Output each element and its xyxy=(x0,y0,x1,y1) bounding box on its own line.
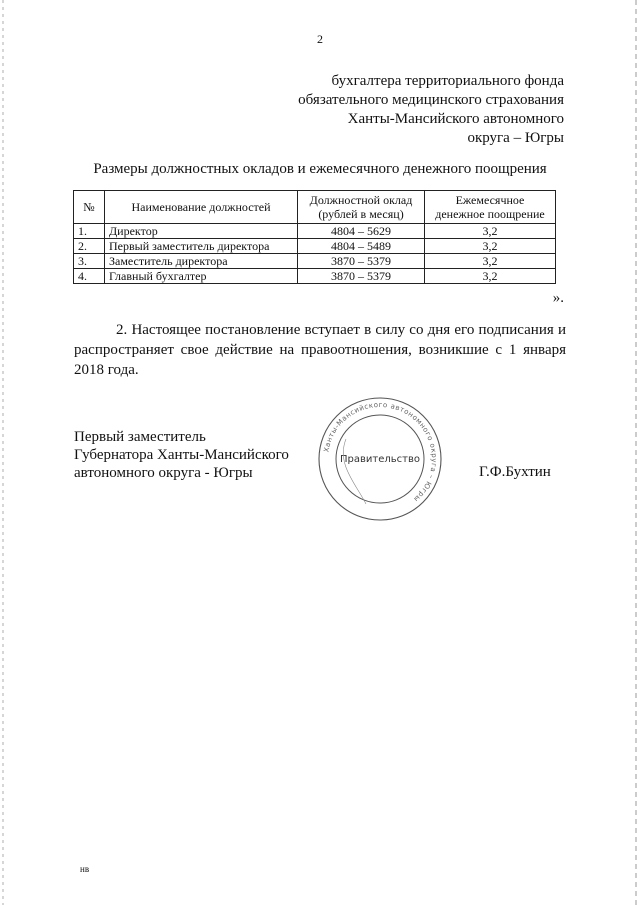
header-position: Наименование должностей xyxy=(105,191,298,224)
signer-line: автономного округа - Югры xyxy=(74,465,253,481)
closing-quote: ». xyxy=(552,290,564,306)
cell-bonus: 3,2 xyxy=(425,269,556,284)
signer-name: Г.Ф.Бухтин xyxy=(479,464,551,480)
cell-num: 3. xyxy=(74,254,105,269)
table-row xyxy=(74,224,556,239)
body-paragraph: 2. Настоящее постановление вступает в силу со дня его подписания и распространяет свое действие на правоотношения, возникшие с 1 января 2018 года. xyxy=(74,322,566,378)
seal-center-text: Правительство xyxy=(340,454,420,465)
scan-edge-left xyxy=(2,0,4,905)
table-row xyxy=(74,269,556,284)
table-header-row xyxy=(74,191,556,224)
signer-line: Первый заместитель xyxy=(74,429,206,445)
table-row xyxy=(74,239,556,254)
cell-position: Первый заместитель директора xyxy=(105,239,298,254)
salary-table xyxy=(73,190,556,284)
page-number: 2 xyxy=(317,32,323,46)
cell-num: 1. xyxy=(74,224,105,239)
cell-position: Заместитель директора xyxy=(105,254,298,269)
cell-num: 2. xyxy=(74,239,105,254)
header-salary-line2: (рублей в месяц) xyxy=(318,207,404,221)
table-row xyxy=(74,254,556,269)
addressee-line: обязательного медицинского страхования xyxy=(298,92,564,108)
header-bonus xyxy=(425,191,556,224)
addressee-line: Ханты-Мансийского автономного xyxy=(347,111,564,127)
cell-salary: 3870 – 5379 xyxy=(298,269,425,284)
cell-salary: 4804 – 5629 xyxy=(298,224,425,239)
addressee-line: округа – Югры xyxy=(467,130,564,146)
cell-salary: 4804 – 5489 xyxy=(298,239,425,254)
signer-title-block xyxy=(74,428,289,482)
signature-stroke xyxy=(343,439,366,504)
table-title: Размеры должностных окладов и ежемесячного денежного поощрения xyxy=(93,161,547,177)
official-seal xyxy=(316,394,444,524)
cell-bonus: 3,2 xyxy=(425,224,556,239)
addressee-line: бухгалтера территориального фонда xyxy=(331,73,564,89)
header-salary-line1: Должностной оклад xyxy=(309,193,413,207)
signer-line: Губернатора Ханты-Мансийского xyxy=(74,447,289,463)
header-salary xyxy=(298,191,425,224)
cell-salary: 3870 – 5379 xyxy=(298,254,425,269)
header-bonus-line2: денежное поощрение xyxy=(435,207,545,221)
scan-edge-right xyxy=(635,0,637,905)
seal-ring-text: Ханты-Мансийского автономного округа – Югры xyxy=(322,400,439,504)
header-num: № xyxy=(74,191,105,224)
cell-position: Директор xyxy=(105,224,298,239)
header-bonus-line1: Ежемесячное xyxy=(455,193,525,207)
footer-mark: нв xyxy=(80,864,90,874)
cell-bonus: 3,2 xyxy=(425,254,556,269)
cell-position: Главный бухгалтер xyxy=(105,269,298,284)
cell-num: 4. xyxy=(74,269,105,284)
cell-bonus: 3,2 xyxy=(425,239,556,254)
addressee-block xyxy=(298,72,564,148)
